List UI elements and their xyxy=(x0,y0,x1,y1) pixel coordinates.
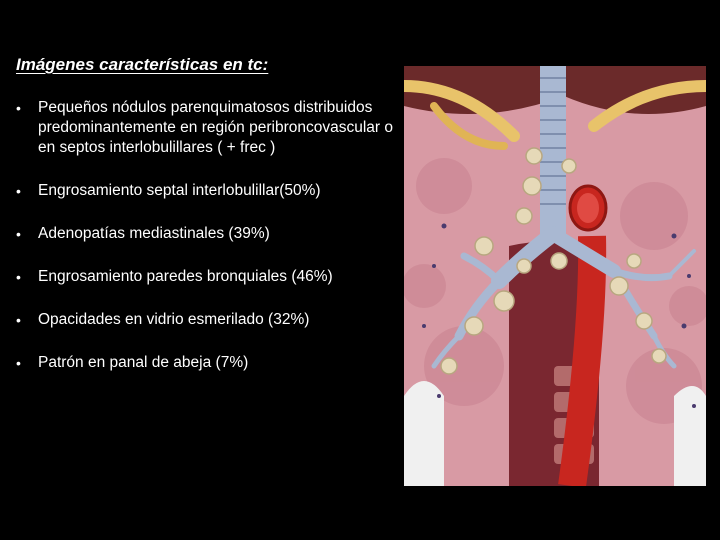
bullet-text: Adenopatías mediastinales (39%) xyxy=(38,225,270,242)
bullet-item xyxy=(16,98,396,158)
bullet-marker: • xyxy=(16,226,21,242)
bullet-marker: • xyxy=(16,183,21,199)
bullet-text: Engrosamiento septal interlobulillar(50%) xyxy=(38,182,321,199)
bullet-text: Engrosamiento paredes bronquiales (46%) xyxy=(38,268,333,285)
bullet-marker: • xyxy=(16,100,21,116)
lungs-illustration-svg xyxy=(404,66,706,486)
bullet-text: Patrón en panal de abeja (7%) xyxy=(38,354,249,371)
bullet-marker: • xyxy=(16,312,21,328)
bullet-item xyxy=(16,224,396,244)
bullet-text: Opacidades en vidrio esmerilado (32%) xyxy=(38,311,310,328)
aortic-lumen xyxy=(577,193,599,223)
bullet-item xyxy=(16,181,396,201)
bullet-item xyxy=(16,267,396,287)
bullet-marker: • xyxy=(16,269,21,285)
bullet-text: Pequeños nódulos parenquimatosos distribuidos predominantemente en región peribroncovascular o en septos interlobulillares ( + frec ) xyxy=(38,99,393,156)
slide-title: Imágenes características en tc: xyxy=(16,55,269,74)
lungs-illustration xyxy=(404,66,706,486)
pleura-right xyxy=(674,386,706,486)
bullet-list xyxy=(16,98,396,396)
bullet-item xyxy=(16,310,396,330)
bullet-marker: • xyxy=(16,355,21,371)
bullet-item xyxy=(16,353,396,373)
